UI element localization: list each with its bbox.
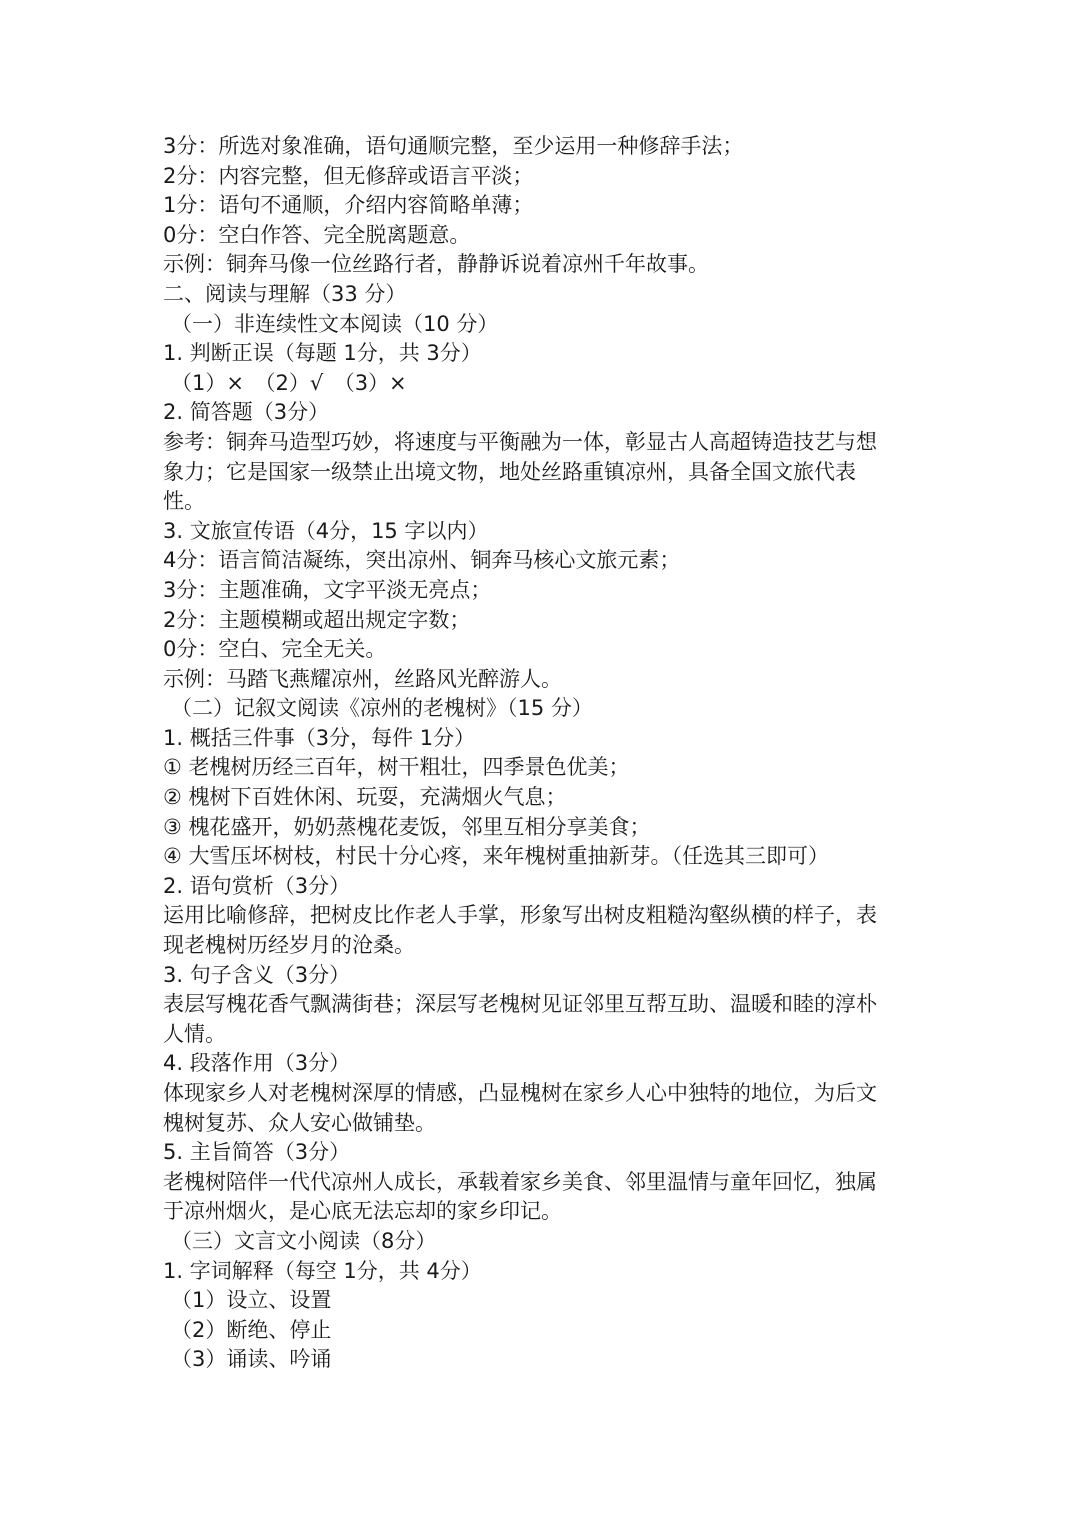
text-line: 5. 主旨简答（3分） — [163, 1140, 351, 1165]
text-line: 2. 简答题（3分） — [163, 400, 330, 425]
text-line: 示例：马踏飞燕耀凉州，丝路风光醉游人。 — [163, 666, 562, 691]
text-line: 2分：主题模糊或超出规定字数； — [163, 607, 471, 632]
text-line: 人情。 — [163, 1021, 226, 1046]
text-line: 运用比喻修辞，把树皮比作老人手掌，形象写出树皮粗糙沟壑纵横的样子，表 — [163, 903, 877, 928]
text-line: （一）非连续性文本阅读（10 分） — [171, 311, 499, 336]
text-line: 二、阅读与理解（33 分） — [163, 281, 407, 306]
text-line: （1）× （2）√ （3）× — [171, 370, 407, 395]
text-line: 3. 文旅宣传语（4分，15 字以内） — [163, 518, 489, 543]
text-line: 1. 判断正误（每题 1分，共 3分） — [163, 341, 482, 366]
text-line: （3）诵读、吟诵 — [171, 1347, 332, 1372]
text-line: （三）文言文小阅读（8分） — [171, 1228, 437, 1253]
text-line: （二）记叙文阅读《凉州的老槐树》（15 分） — [171, 696, 593, 721]
text-line: ③ 槐花盛开，奶奶蒸槐花麦饭，邻里互相分享美食； — [163, 814, 651, 839]
text-line: 示例：铜奔马像一位丝路行者，静静诉说着凉州千年故事。 — [163, 252, 709, 277]
text-line: ① 老槐树历经三百年，树干粗壮，四季景色优美； — [163, 755, 630, 780]
text-line: 体现家乡人对老槐树深厚的情感，凸显槐树在家乡人心中独特的地位，为后文 — [163, 1081, 877, 1105]
text-line: 0分：空白作答、完全脱离题意。 — [163, 222, 471, 247]
text-line: 4分：语言简洁凝练，突出凉州、铜奔马核心文旅元素； — [163, 548, 681, 573]
text-line: 老槐树陪伴一代代凉州人成长，承载着家乡美食、邻里温情与童年回忆，独属 — [163, 1169, 877, 1194]
text-line: （2）断绝、停止 — [171, 1317, 332, 1342]
text-line: 表层写槐花香气飘满街巷；深层写老槐树见证邻里互帮互助、温暖和睦的淳朴 — [163, 992, 877, 1017]
text-line: 2. 语句赏析（3分） — [163, 873, 351, 898]
text-line: 1分：语句不通顺，介绍内容简略单薄； — [163, 193, 534, 218]
text-line: 3分：所选对象准确，语句通顺完整，至少运用一种修辞手法； — [163, 134, 744, 158]
text-line: 4. 段落作用（3分） — [163, 1051, 351, 1076]
text-line: （1）设立、设置 — [171, 1288, 332, 1313]
text-line: 槐树复苏、众人安心做铺垫。 — [163, 1110, 436, 1135]
text-line: ④ 大雪压坏树枝，村民十分心疼，来年槐树重抽新芽。（任选其三即可） — [163, 844, 829, 869]
text-line: 2分：内容完整，但无修辞或语言平淡； — [163, 163, 534, 188]
text-line: 1. 概括三件事（3分，每件 1分） — [163, 725, 476, 750]
text-line: 性。 — [163, 489, 205, 514]
text-line: 于凉州烟火，是心底无法忘却的家乡印记。 — [163, 1199, 562, 1224]
text-line: 1. 字词解释（每空 1分，共 4分） — [163, 1258, 482, 1283]
text-line: 3分：主题准确，文字平淡无亮点； — [163, 577, 492, 602]
text-line: 0分：空白、完全无关。 — [163, 637, 387, 662]
text-line: 3. 句子含义（3分） — [163, 962, 351, 987]
document-body — [163, 132, 923, 1375]
text-line: ② 槐树下百姓休闲、玩耍，充满烟火气息； — [163, 785, 567, 810]
text-line: 参考：铜奔马造型巧妙，将速度与平衡融为一体，彰显古人高超铸造技艺与想 — [163, 429, 877, 454]
text-line: 象力；它是国家一级禁止出境文物，地处丝路重镇凉州，具备全国文旅代表 — [163, 459, 856, 484]
text-line: 现老槐树历经岁月的沧桑。 — [163, 933, 415, 958]
